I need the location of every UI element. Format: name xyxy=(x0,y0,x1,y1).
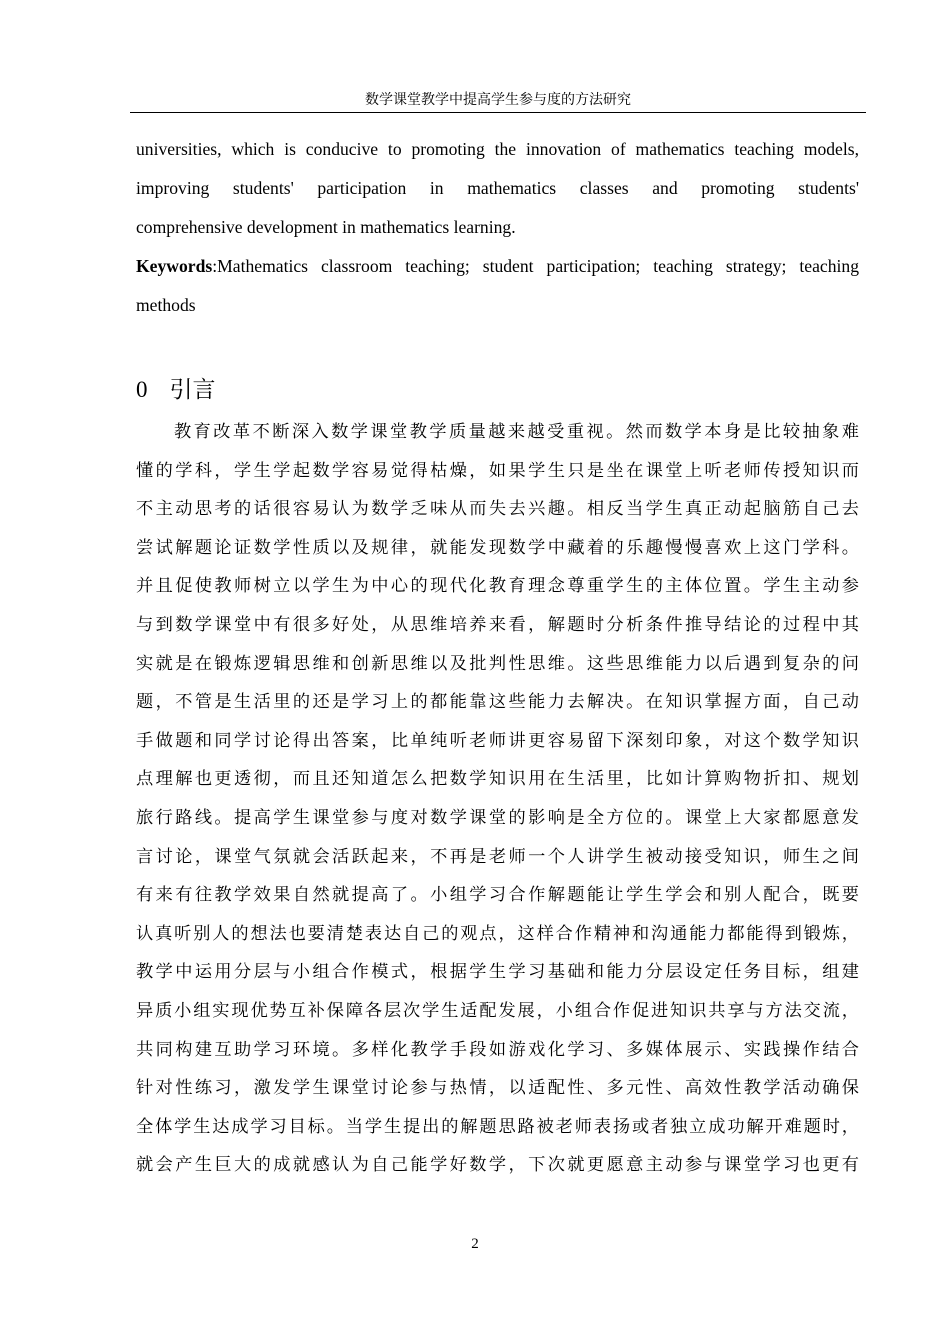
section-number: 0 xyxy=(136,377,148,402)
body-line: 实就是在锻炼逻辑思维和创新思维以及批判性思维。这些思维能力以后遇到复杂的问 xyxy=(136,653,859,674)
body-line: 共同构建互助学习环境。多样化教学手段如游戏化学习、多媒体展示、实践操作结合 xyxy=(136,1039,859,1060)
section-heading xyxy=(136,372,216,408)
body-line: 异质小组实现优势互补保障各层次学生适配发展，小组合作促进知识共享与方法交流， xyxy=(136,1000,859,1021)
body-line: 旅行路线。提高学生课堂参与度对数学课堂的影响是全方位的。课堂上大家都愿意发 xyxy=(136,807,859,828)
body-line: 认真听别人的想法也要清楚表达自己的观点，这样合作精神和沟通能力都能得到锻炼， xyxy=(136,923,859,944)
body-line: 与到数学课堂中有很多好处，从思维培养来看，解题时分析条件推导结论的过程中其 xyxy=(136,614,859,635)
body-line: 教学中运用分层与小组合作模式，根据学生学习基础和能力分层设定任务目标，组建 xyxy=(136,962,859,983)
body-line: 言讨论，课堂气氛就会活跃起来，不再是老师一个人讲学生被动接受知识，师生之间 xyxy=(136,846,859,867)
page-header xyxy=(130,90,866,113)
body-line: 手做题和同学讨论得出答案，比单纯听老师讲更容易留下深刻印象，对这个数学知识 xyxy=(136,730,859,751)
body-line: 尝试解题论证数学性质以及规律，就能发现数学中藏着的乐趣慢慢喜欢上这门学科。 xyxy=(136,537,859,558)
body-line: 就会产生巨大的成就感认为自己能学好数学，下次就更愿意主动参与课堂学习也更有 xyxy=(136,1155,859,1176)
abstract-line: universities, which is conducive to promoting the innovation of mathematics teaching models, xyxy=(136,139,859,159)
abstract-line: improving students' participation in mathematics classes and promoting students' xyxy=(136,178,859,198)
body-line: 教育改革不断深入数学课堂教学质量越来越受重视。然而数学本身是比较抽象难 xyxy=(174,422,859,442)
keywords-text: :Mathematics classroom teaching; student participation; teaching strategy; teaching xyxy=(212,256,859,276)
body-line: 不主动思考的话很容易认为数学乏味从而失去兴趣。相反当学生真正动起脑筋自己去 xyxy=(136,499,859,520)
abstract-line: comprehensive development in mathematics learning. xyxy=(136,217,516,237)
page-number: 2 xyxy=(471,1236,479,1252)
english-abstract xyxy=(136,130,859,325)
body-line: 全体学生达成学习目标。当学生提出的解题思路被老师表扬或者独立成功解开难题时， xyxy=(136,1116,859,1137)
header-title: 数学课堂教学中提高学生参与度的方法研究 xyxy=(365,92,631,108)
body-text xyxy=(136,413,859,1185)
body-line: 并且促使教师树立以学生为中心的现代化教育理念尊重学生的主体位置。学生主动参 xyxy=(136,576,859,597)
body-line: 针对性练习，激发学生课堂讨论参与热情，以适配性、多元性、高效性教学活动确保 xyxy=(136,1078,859,1099)
body-line: 题，不管是生活里的还是学习上的都能靠这些能力去解决。在知识掌握方面，自己动 xyxy=(136,692,859,713)
body-line: 点理解也更透彻，而且还知道怎么把数学知识用在生活里，比如计算购物折扣、规划 xyxy=(136,769,859,790)
keywords-continuation: methods xyxy=(136,295,196,315)
keywords-line xyxy=(136,247,859,286)
section-title: 引言 xyxy=(169,377,216,403)
body-line: 懂的学科，学生学起数学容易觉得枯燥，如果学生只是坐在课堂上听老师传授知识而 xyxy=(136,460,859,481)
body-line: 有来有往教学效果自然就提高了。小组学习合作解题能让学生学会和别人配合，既要 xyxy=(136,885,859,906)
keywords-label: Keywords xyxy=(136,256,213,276)
